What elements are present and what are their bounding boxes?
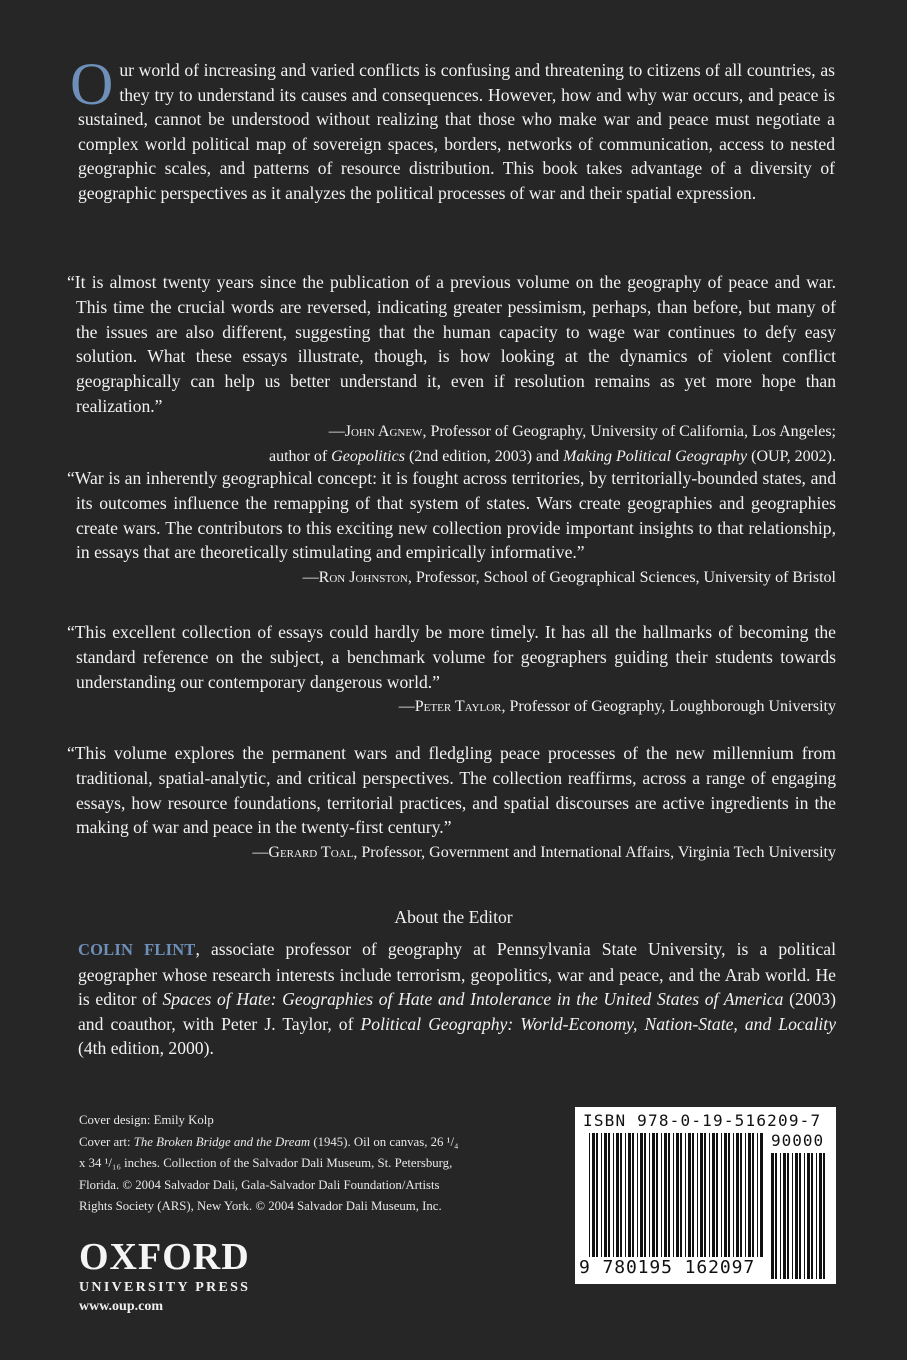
endorsement-text: “War is an inherently geographical concept: it is fought across territories, by territorially-bounded states, and its outcomes influence the remapping of that system of states. Wars create geographies and geographies create wars. The contributors to this exciting new collection provide important insights to that relationship, in essays that are theoretically stimulating and empirically informative.” bbox=[67, 468, 836, 563]
endorsement-text: “It is almost twenty years since the publication of a previous volume on the geography of peace and war. This time the crucial words are reversed, indicating greater pessimism, perhaps, than before, but many of the issues are also different, suggesting that the human capacity to wage war continues to defy easy solution. What these essays illustrate, though, is how looking at the dynamics of violent conflict geographically can help us better understand it, even if resolution remains as yet more hope than realization.” bbox=[67, 272, 836, 416]
book-title: Political Geography: World-Economy, Nation-State, and Locality bbox=[360, 1013, 836, 1034]
barcode-bar bbox=[823, 1153, 825, 1279]
barcode-bar bbox=[787, 1153, 789, 1279]
barcode-bar bbox=[712, 1133, 715, 1257]
barcode-bar bbox=[724, 1133, 727, 1257]
barcode-bar bbox=[620, 1133, 622, 1257]
barcode-bar bbox=[652, 1133, 655, 1257]
barcode-bar bbox=[668, 1133, 670, 1257]
barcode-bar bbox=[625, 1133, 626, 1257]
barcode-bar bbox=[752, 1133, 754, 1257]
barcode-bar bbox=[637, 1133, 638, 1257]
barcode-bar bbox=[640, 1133, 643, 1257]
barcode-bar bbox=[780, 1153, 781, 1279]
publisher-url: www.oup.com bbox=[79, 1299, 164, 1314]
endorsement-text: “This excellent collection of essays could hardly be more timely. It has all the hallmarks of becoming the standard reference on the subject, a benchmark volume for geographers guiding their students towards understanding our contemporary dangerous world.” bbox=[67, 622, 836, 692]
barcode-bar bbox=[632, 1133, 634, 1257]
barcode-bar bbox=[592, 1133, 595, 1257]
barcode-bar bbox=[804, 1153, 805, 1279]
endorsement-johnston bbox=[67, 466, 836, 590]
endorsement-attribution-line2: author of Geopolitics (2nd edition, 2003) and Making Political Geography (OUP, 2002). bbox=[268, 447, 836, 465]
barcode-bar bbox=[748, 1133, 751, 1257]
endorser-name: John Agnew bbox=[344, 422, 423, 440]
oxford-logo bbox=[79, 1237, 250, 1317]
barcode-bar bbox=[661, 1133, 662, 1257]
barcode-bar bbox=[799, 1153, 801, 1279]
endorsement-attribution: —Gerard Toal, Professor, Government and International Affairs, Virginia Tech University bbox=[252, 844, 836, 862]
barcode-bar bbox=[673, 1133, 674, 1257]
endorsement-agnew bbox=[67, 270, 836, 469]
endorsement-taylor bbox=[67, 620, 836, 719]
barcode-bar bbox=[685, 1133, 686, 1257]
barcode-bar bbox=[704, 1133, 706, 1257]
barcode-bar bbox=[680, 1133, 682, 1257]
cover-design-credit: Cover design: Emily Kolp bbox=[79, 1113, 214, 1127]
barcode-bar bbox=[608, 1133, 610, 1257]
blurb-paragraph bbox=[70, 51, 835, 205]
endorsement-attribution: —John Agnew, Professor of Geography, University of California, Los Angeles; bbox=[328, 422, 836, 440]
about-editor-paragraph: COLIN FLINT, associate professor of geography at Pennsylvania State University, is a political geographer whose research interests include terrorism, geopolitics, war and peace, and the Arab world. He is editor of Spaces of Hate: Geographies of Hate and Intolerance in the United States of America (2003) and coauthor, with Peter J. Taylor, of Political Geography: World-Economy, Nation-State, and Locality (4th edition, 2000). bbox=[78, 939, 836, 1058]
ean-digits: 9 780195 162097 bbox=[579, 1257, 756, 1278]
barcode-bar bbox=[656, 1133, 658, 1257]
endorser-name: Ron Johnston bbox=[318, 569, 408, 587]
isbn-barcode bbox=[575, 1107, 836, 1284]
barcode-bar bbox=[819, 1153, 822, 1279]
barcode-bar bbox=[616, 1133, 619, 1257]
barcode-bar bbox=[760, 1133, 763, 1257]
barcode-bar bbox=[757, 1133, 758, 1257]
endorsement-text: “This volume explores the permanent wars and fledgling peace processes of the new millennium from traditional, spatial-analytic, and critical perspectives. The collection reaffirms, across a range of engaging essays, how resource foundations, territorial practices, and spatial discourses are active ingredients in the making of war and peace in the twenty-first century.” bbox=[67, 743, 836, 838]
barcode-bar bbox=[807, 1153, 810, 1279]
barcode-bar bbox=[745, 1133, 746, 1257]
endorser-name: Peter Taylor bbox=[414, 698, 502, 716]
barcode-bar bbox=[771, 1153, 774, 1279]
barcode-bar bbox=[649, 1133, 650, 1257]
barcode-bar bbox=[811, 1153, 813, 1279]
barcode-bar bbox=[697, 1133, 698, 1257]
endorsement-toal bbox=[67, 741, 836, 865]
isbn-text: ISBN 978-0-19-516209-7 bbox=[583, 1111, 822, 1130]
barcode-bar bbox=[795, 1153, 798, 1279]
barcode-bar bbox=[676, 1133, 679, 1257]
barcode-bar bbox=[601, 1133, 602, 1257]
barcode-bar bbox=[589, 1133, 590, 1257]
book-title: Spaces of Hate: Geographies of Hate and Intolerance in the United States of America bbox=[162, 989, 784, 1009]
barcode-bar bbox=[688, 1133, 691, 1257]
barcode-bar bbox=[783, 1153, 786, 1279]
endorsement-attribution: —Ron Johnston, Professor, School of Geographical Sciences, University of Bristol bbox=[302, 569, 836, 587]
about-editor-heading: About the Editor bbox=[394, 907, 513, 927]
barcode-bar bbox=[628, 1133, 631, 1257]
barcode-bar bbox=[692, 1133, 694, 1257]
barcode-bar bbox=[709, 1133, 710, 1257]
barcode-bar bbox=[792, 1153, 793, 1279]
publisher-subtitle: UNIVERSITY PRESS bbox=[79, 1280, 251, 1295]
barcode-bar bbox=[644, 1133, 646, 1257]
dropcap-letter: O bbox=[70, 51, 114, 117]
endorser-name: Gerard Toal bbox=[268, 844, 354, 862]
barcode-bar bbox=[740, 1133, 742, 1257]
barcode-bar bbox=[604, 1133, 607, 1257]
blurb-text: ur world of increasing and varied conflicts is confusing and threatening to citizens of all countries, as they try to understand its causes and consequences. However, how and why war occurs, and peace is sustained, cannot be understood without realizing that those who make war and peace must negotiate a complex world political map of sovereign spaces, borders, networks of communication, access to nested geographic scales, and patterns of resource distribution. This book takes advantage of a diversity of geographic perspectives as it analyzes the political processes of war and their spatial expression. bbox=[78, 60, 835, 203]
publisher-name: OXFORD bbox=[79, 1236, 250, 1278]
cover-art-credit: Cover art: The Broken Bridge and the Dream (1945). Oil on canvas, 26 ¹/₄ bbox=[79, 1134, 459, 1149]
barcode-bar bbox=[596, 1133, 598, 1257]
barcode-bar bbox=[664, 1133, 667, 1257]
barcode-bar bbox=[716, 1133, 718, 1257]
editor-name: COLIN FLINT bbox=[78, 940, 196, 959]
endorsement-attribution: —Peter Taylor, Professor of Geography, Loughborough University bbox=[398, 698, 836, 716]
barcode-bar bbox=[736, 1133, 739, 1257]
barcode-bar bbox=[733, 1133, 734, 1257]
cover-credits: Cover design: Emily Kolp Cover art: The Broken Bridge and the Dream (1945). Oil on canvas, 26 ¹/₄ x 34 ¹/₁₆ inches. Collection of the Salvador Dali Museum, St. Petersburg, Florida. © 2004 Salvador Dali, Gala-Salvador Dali Foundation/Artists Rights Society (ARS), New York. © 2004 Salvador Dali Museum, Inc. bbox=[79, 1110, 474, 1218]
barcode-bar bbox=[613, 1133, 614, 1257]
barcode-bar bbox=[700, 1133, 703, 1257]
barcode-bar bbox=[816, 1153, 817, 1279]
barcode-bar bbox=[775, 1153, 777, 1279]
price-addon-number: 90000 bbox=[771, 1131, 825, 1150]
barcode-bar bbox=[721, 1133, 722, 1257]
barcode-bar bbox=[728, 1133, 730, 1257]
